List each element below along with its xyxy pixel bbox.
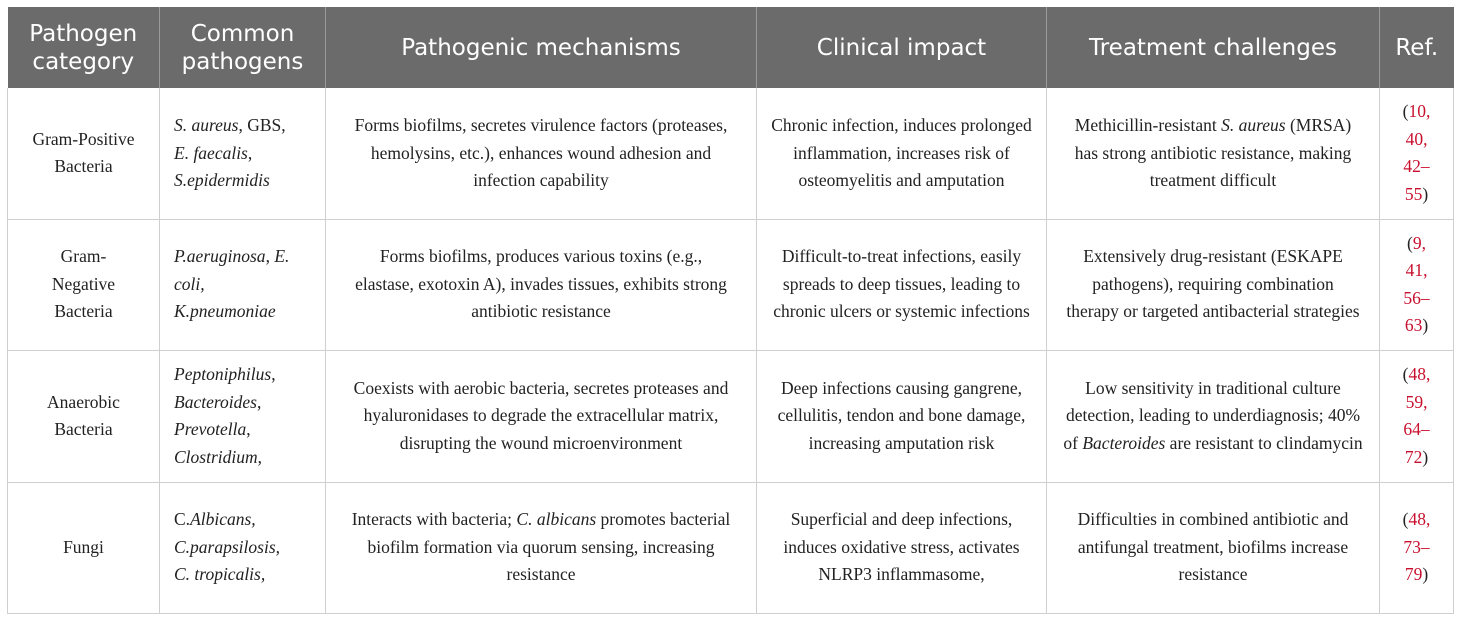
pathogen-table (7, 7, 1454, 614)
mechanisms-text: Forms biofilms, secretes virulence factors (proteases, hemolysins, etc.), enhances wound adhesion and infection capability (354, 115, 728, 190)
pathogen-separator: , (271, 364, 276, 384)
cell-impact (757, 219, 1047, 350)
challenges-text: Extensively drug-resistant (ESKAPE pathogens), requiring combination therapy or targeted antibacterial strategies (1066, 246, 1360, 322)
cell-ref (1380, 482, 1454, 613)
cell-pathogens (160, 350, 326, 482)
challenges-text: Difficulties in combined antibiotic and antifungal treatment, biofilms increase resistance (1077, 509, 1349, 585)
table-row (8, 219, 1454, 350)
ref-link[interactable]: 48, (1408, 364, 1431, 384)
cell-category (8, 88, 160, 219)
ref-link[interactable]: 59, (1405, 391, 1428, 412)
category-text: Fungi (63, 536, 104, 557)
challenges-italic: Bacteroides (1082, 432, 1166, 453)
ref-paren: ) (1422, 183, 1429, 204)
ref-paren: ( (1407, 232, 1413, 253)
ref-link[interactable]: 48, (1408, 509, 1431, 530)
cell-ref (1380, 219, 1454, 350)
ref-link[interactable]: 10, (1408, 101, 1431, 122)
table-row (8, 350, 1454, 482)
pathogen-name: S. aureus (174, 115, 239, 135)
cell-pathogens (160, 88, 326, 219)
pathogen-prefix: C. (174, 509, 191, 530)
pathogen-name: Clostridium (174, 446, 258, 467)
category-text: Anaerobic Bacteria (47, 391, 120, 439)
ref-link[interactable]: 9, (1412, 232, 1426, 253)
header-clinical-impact: Clinical impact (757, 7, 1047, 88)
pathogen-name: Bacteroides (174, 391, 257, 412)
cell-ref (1380, 88, 1454, 219)
ref-link[interactable]: 40, (1405, 128, 1428, 149)
cell-mechanisms (326, 219, 757, 350)
category-text: Gram-Positive Bacteria (32, 128, 135, 177)
header-row (8, 7, 1454, 88)
ref-link[interactable]: 72 (1404, 446, 1423, 467)
ref-link[interactable]: 73– (1403, 536, 1430, 557)
cell-challenges (1047, 350, 1380, 482)
mechanisms-text: Interacts with bacteria; (351, 509, 517, 530)
pathogen-separator: , (247, 142, 253, 163)
pathogen-name: K.pneumoniae (174, 301, 276, 322)
cell-impact (757, 482, 1047, 613)
challenges-text: Methicillin-resistant (1074, 115, 1222, 135)
ref-paren: ) (1422, 564, 1429, 585)
header-pathogen-category: Pathogen category (8, 7, 160, 88)
pathogen-name: Prevotella (174, 419, 247, 439)
pathogen-separator: , (246, 419, 251, 439)
pathogen-separator: , (256, 391, 262, 412)
pathogen-name: E. coli, (174, 246, 290, 294)
pathogen-name: E. faecalis (174, 142, 248, 163)
pathogen-name: Peptoniphilus (174, 364, 272, 384)
mechanisms-italic: C. albicans (516, 509, 597, 530)
ref-paren: ( (1402, 364, 1409, 384)
challenges-text: are resistant to clindamycin (1165, 432, 1363, 453)
pathogen-name: C.parapsilosis, (174, 536, 280, 557)
challenges-italic: S. aureus (1221, 115, 1286, 135)
cell-impact (757, 88, 1047, 219)
header-pathogenic-mechanisms: Pathogenic mechanisms (326, 7, 757, 88)
cell-challenges (1047, 219, 1380, 350)
cell-category (8, 350, 160, 482)
mechanisms-text: Forms biofilms, produces various toxins (e.g., elastase, exotoxin A), invades tissues, exhibits strong antibiotic resistance (355, 246, 727, 322)
ref-paren: ) (1422, 315, 1429, 335)
cell-ref (1380, 350, 1454, 482)
cell-pathogens (160, 219, 326, 350)
challenges-text: (MRSA) has strong antibiotic resistance, making treatment difficult (1074, 115, 1352, 190)
cell-challenges (1047, 88, 1380, 219)
ref-paren: ) (1422, 446, 1429, 467)
challenges-text: Low sensitivity in traditional culture detection, leading to underdiagnosis; 40% of (1063, 377, 1361, 453)
impact-text: Chronic infection, induces prolonged inflammation, increases risk of osteomyelitis and amputation (771, 115, 1032, 190)
pathogen-name: P.aeruginosa (174, 246, 266, 267)
table-row (8, 482, 1454, 613)
pathogen-separator: , (265, 246, 275, 267)
cell-mechanisms (326, 482, 757, 613)
ref-link[interactable]: 56– (1403, 287, 1430, 308)
pathogen-separator: , (257, 446, 263, 467)
cell-category (8, 482, 160, 613)
header-common-pathogens: Common pathogens (160, 7, 326, 88)
pathogen-name: C. tropicalis, (174, 564, 266, 585)
impact-text: Difficult-to-treat infections, easily spreads to deep tissues, leading to chronic ulcers or systemic infections (773, 246, 1030, 322)
ref-link[interactable]: 42– (1403, 156, 1430, 177)
cell-challenges (1047, 482, 1380, 613)
mechanisms-text: promotes bacterial biofilm formation via quorum sensing, increasing resistance (367, 509, 731, 585)
pathogen-name: Albicans, (190, 509, 256, 530)
ref-paren: ( (1402, 101, 1409, 122)
cell-impact (757, 350, 1047, 482)
ref-link[interactable]: 41, (1405, 260, 1428, 280)
header-treatment-challenges: Treatment challenges (1047, 7, 1380, 88)
cell-pathogens (160, 482, 326, 613)
category-text: Gram-Negative Bacteria (51, 246, 116, 322)
ref-paren: ( (1402, 509, 1409, 530)
table-row (8, 88, 1454, 219)
cell-category (8, 219, 160, 350)
ref-link[interactable]: 64– (1403, 419, 1430, 439)
header-ref: Ref. (1380, 7, 1454, 88)
impact-text: Superficial and deep infections, induces oxidative stress, activates NLRP3 inflammasome, (783, 509, 1020, 585)
ref-link[interactable]: 63 (1404, 315, 1423, 335)
ref-link[interactable]: 55 (1404, 183, 1423, 204)
impact-text: Deep infections causing gangrene, cellulitis, tendon and bone damage, increasing amputation risk (777, 377, 1026, 453)
cell-mechanisms (326, 350, 757, 482)
pathogen-separator: , GBS, (238, 115, 286, 135)
mechanisms-text: Coexists with aerobic bacteria, secretes proteases and hyaluronidases to degrade the extracellular matrix, disrupting the wound microenvironment (353, 377, 729, 453)
cell-mechanisms (326, 88, 757, 219)
pathogen-name: S.epidermidis (174, 170, 270, 190)
ref-link[interactable]: 79 (1404, 564, 1423, 585)
